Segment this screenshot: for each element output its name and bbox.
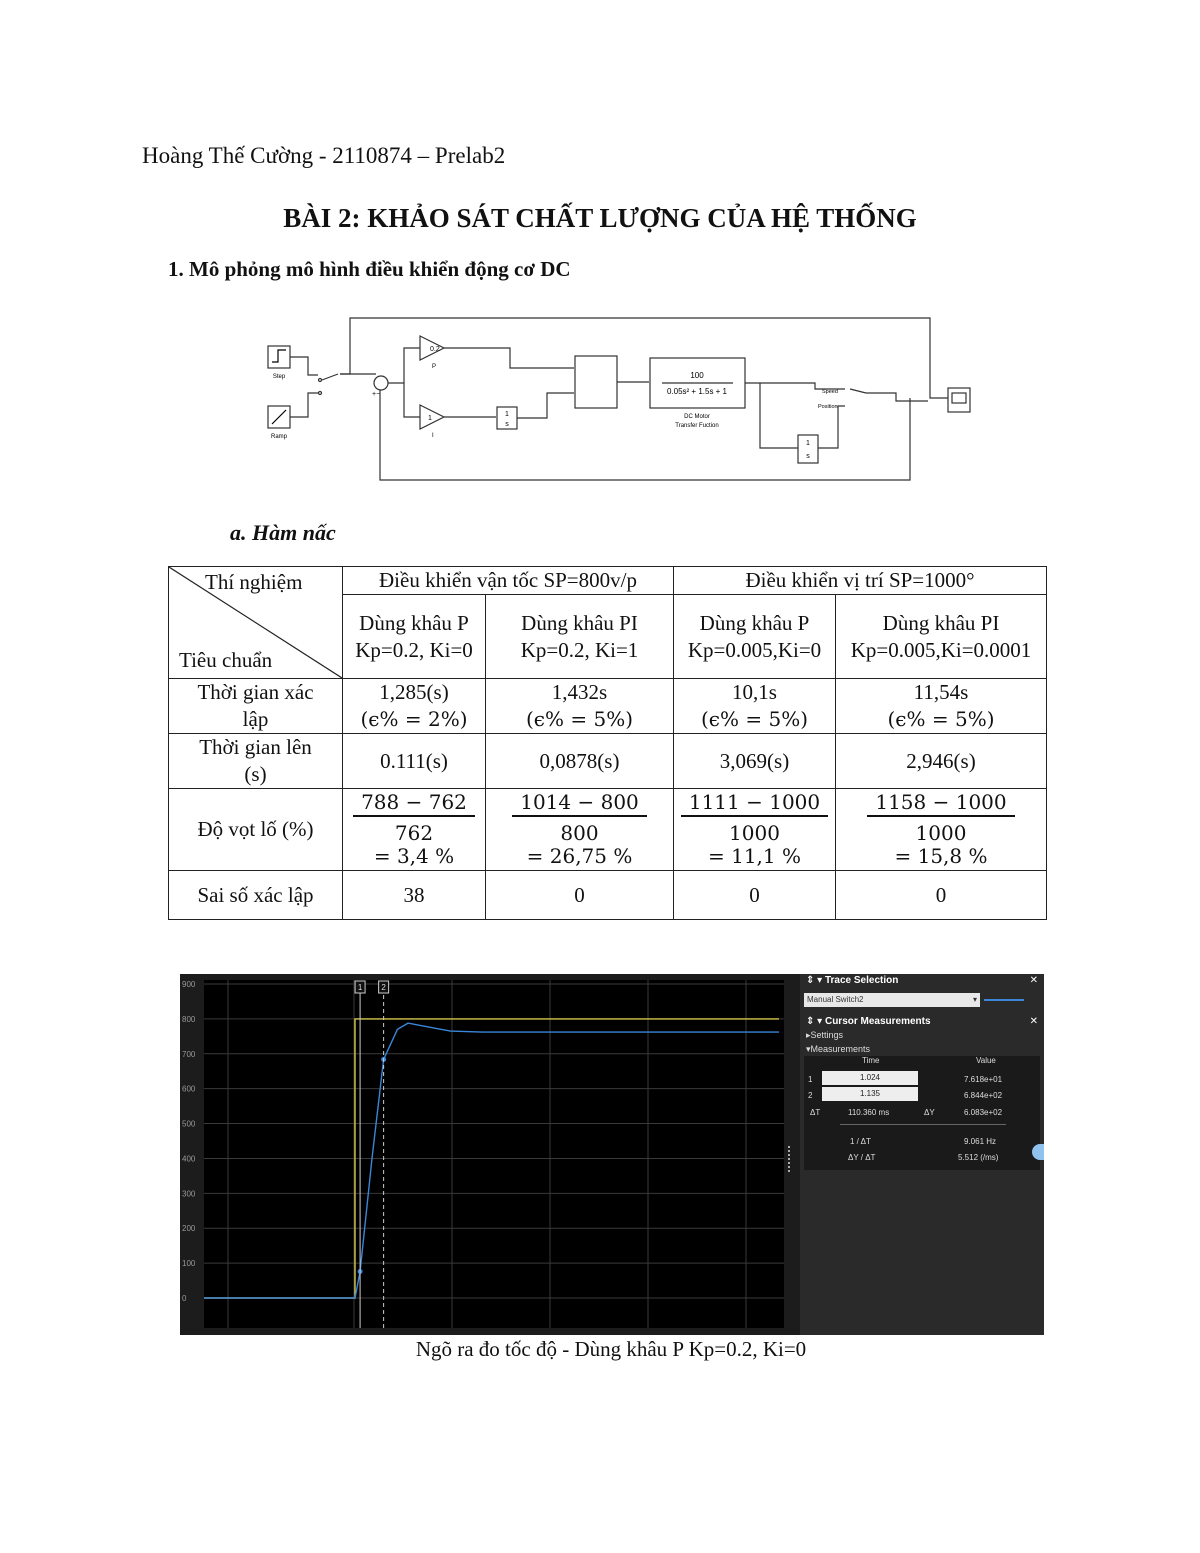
col-header-l1: Dùng khâu PI — [882, 610, 1000, 635]
col-header — [486, 595, 674, 679]
sum-signs: +− — [372, 391, 381, 398]
cursor2-label: 2 — [808, 1091, 813, 1100]
y-tick-label: 500 — [182, 1119, 196, 1129]
scope-screenshot — [180, 974, 1044, 1335]
cell — [674, 679, 836, 734]
row-label-l1: Thời gian lên — [199, 735, 312, 759]
fraction-result: = 15,8 % — [894, 844, 988, 868]
document-header: Hoàng Thế Cường - 2110874 – Prelab2 — [142, 143, 506, 168]
measurements-table — [804, 1056, 1040, 1170]
corner-bottom-label: Tiêu chuẩn — [179, 648, 273, 672]
scope-block — [948, 388, 970, 412]
measurements-label: Measurements — [810, 1044, 871, 1054]
y-tick-label: 600 — [182, 1084, 196, 1094]
cursor-1-handle-label: 1 — [357, 983, 363, 992]
cell — [836, 789, 1047, 871]
speed-port-label: Speed — [822, 389, 838, 395]
block-diagram — [260, 310, 980, 490]
y-tick-label: 700 — [182, 1049, 196, 1059]
gain-i-block — [420, 405, 444, 429]
fraction-result: = 3,4 % — [373, 844, 455, 868]
cell-value: 11,54s — [913, 680, 969, 704]
results-table — [168, 566, 1047, 920]
cell-value: 10,1s — [732, 680, 777, 704]
step-block — [268, 346, 290, 368]
row-label-l2: lập — [242, 707, 269, 731]
trace-selection-header: ⇕ ▾ Trace Selection ✕ — [806, 975, 1038, 986]
gain-p-value: 0.2 — [430, 346, 440, 353]
corner-top-label: Thí nghiệm — [205, 570, 303, 594]
delta-t-value: 110.360 ms — [848, 1108, 890, 1117]
cursor2-value: 6.844e+02 — [964, 1091, 1003, 1100]
cursor-measurements-header: ⇕ ▾ Cursor Measurements ✕ — [806, 1016, 1038, 1027]
cell: 38 — [343, 871, 486, 920]
integrator-num: 1 — [505, 411, 509, 418]
y-tick-label: 400 — [182, 1154, 196, 1164]
cursor-measurements-title: Cursor Measurements — [824, 1016, 931, 1027]
block-diagram-svg — [260, 310, 980, 490]
row-label: Sai số xác lập — [169, 871, 343, 920]
delta-y-value: 6.083e+02 — [964, 1108, 1003, 1117]
cell — [836, 679, 1047, 734]
fraction-den: 800 — [560, 821, 599, 845]
settings-toggle[interactable]: ▸Settings — [806, 1030, 844, 1040]
cursor1-time-input[interactable] — [822, 1071, 918, 1085]
integrator2-den: s — [806, 453, 810, 460]
tf-numerator: 100 — [690, 371, 704, 380]
cursor1-label: 1 — [808, 1075, 813, 1084]
table-row-settling — [169, 679, 1047, 734]
fraction-result: = 11,1 % — [707, 844, 801, 868]
cell: 3,069(s) — [674, 734, 836, 789]
sum-block — [374, 376, 388, 390]
scope-side-panel — [800, 974, 1044, 1335]
fraction-den: 762 — [394, 821, 434, 845]
col-header-l2: Kp=0.005,Ki=0.0001 — [850, 637, 1032, 662]
cursor-2-handle-label: 2 — [381, 983, 386, 992]
table-header-row — [169, 567, 1047, 595]
row-label-l2: (s) — [244, 762, 267, 786]
integrator2-num: 1 — [806, 440, 810, 447]
cell — [343, 789, 486, 871]
fraction — [512, 789, 647, 867]
cursor1-time: 1.024 — [859, 1073, 881, 1082]
fraction-num: 1158 − 1000 — [867, 789, 1014, 817]
tf-denominator: 0.05s² + 1.5s + 1 — [666, 387, 728, 396]
trace-color-swatch — [984, 999, 1024, 1001]
section-heading: 1. Mô phỏng mô hình điều khiển động cơ DC — [168, 257, 571, 281]
cell-value: 1,432s — [551, 680, 608, 704]
col-value: Value — [976, 1056, 996, 1065]
panel-close-icon[interactable]: ✕ — [1029, 1016, 1038, 1027]
fraction-num: 788 − 762 — [353, 789, 475, 817]
pi-sum-block — [575, 356, 617, 408]
fraction — [867, 789, 1014, 867]
position-port-label: Position — [818, 404, 838, 410]
fraction — [353, 789, 475, 867]
cell: 0.111(s) — [343, 734, 486, 789]
delta-y-label: ΔY — [924, 1108, 935, 1117]
step-icon — [272, 350, 286, 362]
y-tick-label: 300 — [182, 1189, 196, 1199]
panel-drag-handle[interactable] — [788, 1146, 794, 1172]
cell — [343, 679, 486, 734]
col-header-l2: Kp=0.2, Ki=0 — [355, 637, 473, 662]
row-label-l1: Thời gian xác — [197, 680, 314, 704]
divider — [840, 1124, 1006, 1125]
fraction-den: 1000 — [915, 821, 967, 845]
gain-i-value: 1 — [428, 415, 432, 422]
chevron-down-icon: ▾ — [972, 995, 977, 1004]
ramp-label: Ramp — [270, 434, 288, 440]
group-header-position: Điều khiển vị trí SP=1000° — [674, 567, 1047, 595]
panel-expand-handle[interactable] — [1032, 1144, 1044, 1160]
step-label: Step — [272, 374, 286, 380]
col-header-l1: Dùng khâu P — [699, 610, 810, 635]
cell-tolerance: (ϵ% = 5%) — [887, 707, 995, 731]
y-tick-label: 0 — [182, 1294, 187, 1303]
measurements-toggle[interactable]: ▾Measurements — [806, 1044, 871, 1054]
cell: 0 — [486, 871, 674, 920]
table-row-rise — [169, 734, 1047, 789]
col-header-l1: Dùng khâu P — [359, 610, 469, 635]
tf-name-line1: DC Motor — [684, 414, 710, 420]
y-tick-label: 100 — [182, 1259, 196, 1269]
group-header-speed: Điều khiển vận tốc SP=800v/p — [343, 567, 674, 595]
page-title: BÀI 2: KHẢO SÁT CHẤT LƯỢNG CỦA HỆ THỐNG — [283, 203, 917, 233]
slope-label: ΔY / ΔT — [848, 1153, 876, 1162]
col-header — [836, 595, 1047, 679]
integrator-den: s — [505, 421, 509, 428]
trace-select[interactable] — [804, 993, 980, 1007]
tf-name-line2: Transfer Fuction — [675, 423, 719, 429]
fraction-den: 1000 — [729, 821, 780, 845]
scope-plot[interactable] — [180, 974, 800, 1335]
fraction-num: 1014 − 800 — [512, 789, 647, 817]
table-corner-cell — [169, 567, 343, 679]
col-header — [674, 595, 836, 679]
cell: 2,946(s) — [836, 734, 1047, 789]
gain-p-label: P — [432, 364, 437, 370]
cell: 0,0878(s) — [486, 734, 674, 789]
col-time: Time — [862, 1056, 880, 1065]
table-row-sse — [169, 871, 1047, 920]
figure-caption: Ngõ ra đo tốc độ - Dùng khâu P Kp=0.2, Ki=0 — [415, 1337, 807, 1361]
col-header-l2: Kp=0.005,Ki=0 — [687, 637, 822, 662]
trace-select-value: Manual Switch2 — [807, 995, 864, 1004]
subsection-heading: a. Hàm nấc — [230, 520, 336, 545]
inverse-dt-label: 1 / ΔT — [850, 1137, 871, 1146]
cursor1-value: 7.618e+01 — [964, 1075, 1003, 1084]
y-tick-label: 900 — [182, 980, 196, 989]
cell-tolerance: (ϵ% = 2%) — [360, 707, 468, 731]
slope-value: 5.512 (/ms) — [958, 1153, 999, 1162]
cursor2-time: 1.135 — [859, 1089, 881, 1098]
row-label: Độ vọt lố (%) — [169, 789, 343, 871]
col-header-l1: Dùng khâu PI — [521, 610, 638, 635]
cell-value: 1,285(s) — [379, 680, 449, 704]
delta-t-label: ΔT — [810, 1108, 821, 1117]
col-header — [343, 595, 486, 679]
inverse-dt-value: 9.061 Hz — [964, 1137, 997, 1146]
cell-tolerance: (ϵ% = 5%) — [525, 707, 633, 731]
y-tick-label: 200 — [182, 1224, 196, 1234]
col-header-l2: Kp=0.2, Ki=1 — [520, 637, 639, 662]
y-tick-label: 800 — [182, 1014, 196, 1024]
table-row-overshoot — [169, 789, 1047, 871]
cell — [674, 789, 836, 871]
cell: 0 — [836, 871, 1047, 920]
cell: 0 — [674, 871, 836, 920]
cell-tolerance: (ϵ% = 5%) — [700, 707, 808, 731]
cell — [486, 789, 674, 871]
row-label — [169, 734, 343, 789]
row-label — [169, 679, 343, 734]
cell — [486, 679, 674, 734]
fraction-num: 1111 − 1000 — [681, 789, 828, 817]
settings-label: Settings — [810, 1030, 844, 1040]
ramp-icon — [272, 410, 286, 424]
gain-i-label: I — [432, 433, 434, 439]
fraction — [681, 789, 828, 867]
manual-switch-1 — [322, 374, 338, 380]
panel-close-icon[interactable]: ✕ — [1029, 975, 1038, 986]
manual-switch-2 — [850, 389, 866, 393]
fraction-result: = 26,75 % — [526, 844, 633, 868]
cursor2-time-input[interactable] — [822, 1087, 918, 1101]
trace-selection-title: Trace Selection — [824, 975, 899, 986]
